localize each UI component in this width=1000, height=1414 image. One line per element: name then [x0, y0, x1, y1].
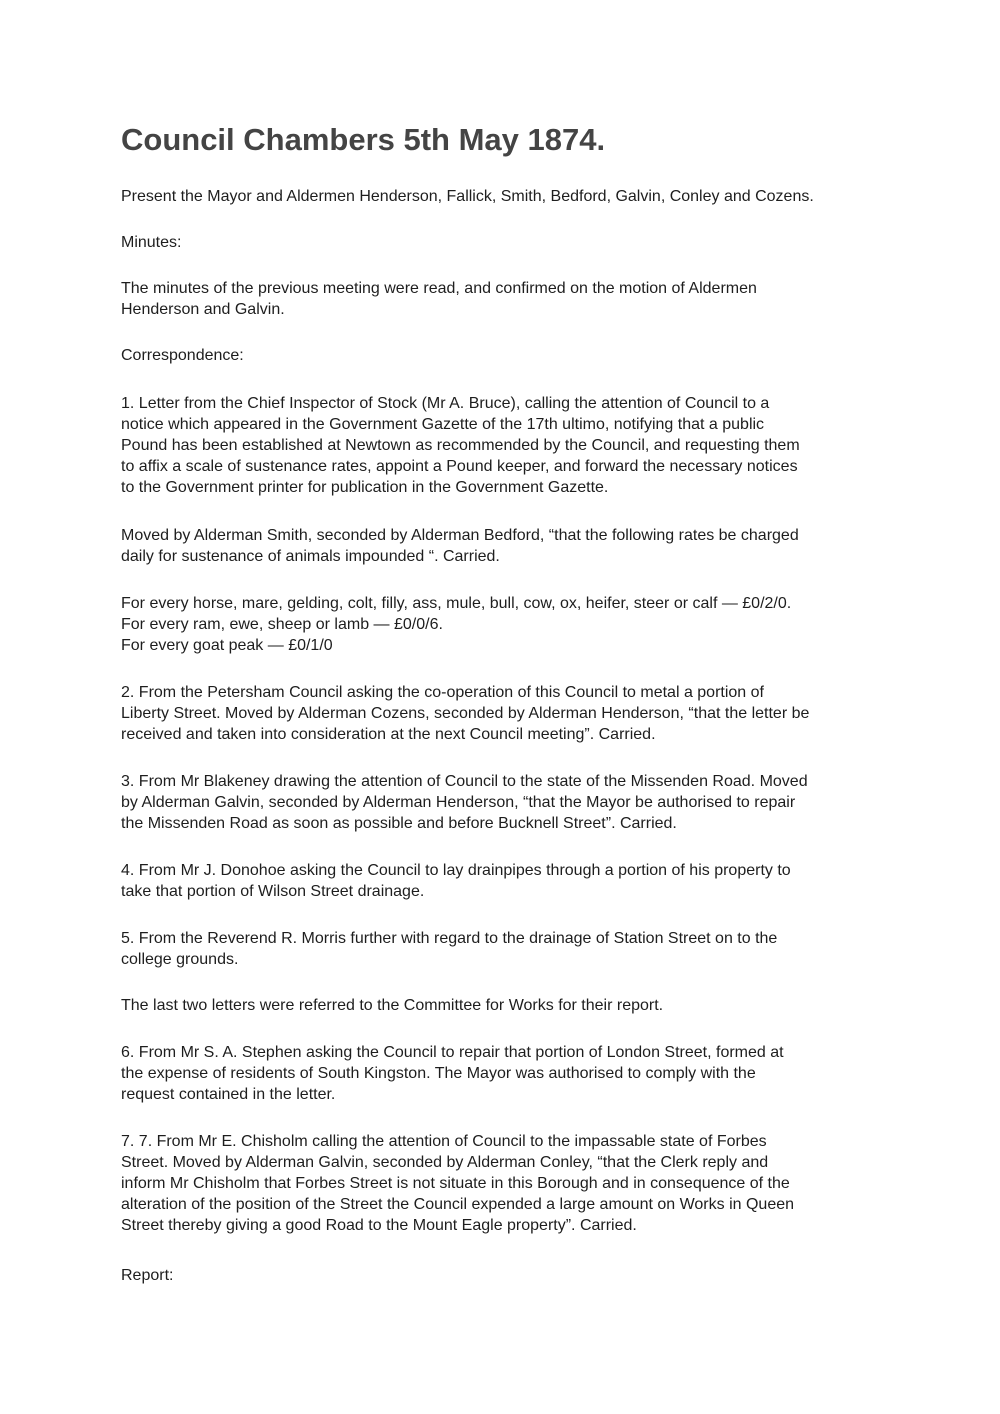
- item-2-line: received and taken into consideration at the next Council meeting”. Carried.: [121, 726, 656, 743]
- minutes-line: Henderson and Galvin.: [121, 301, 285, 318]
- item-2-line: 2. From the Petersham Council asking the co-operation of this Council to metal a portion of: [121, 684, 764, 701]
- correspondence-item-6: [121, 1042, 881, 1105]
- item-3-line: 3. From Mr Blakeney drawing the attention of Council to the state of the Missenden Road. Moved: [121, 773, 808, 790]
- item-5-line: 5. From the Reverend R. Morris further with regard to the drainage of Station Street on to the: [121, 930, 778, 947]
- item-7-line: Street. Moved by Alderman Galvin, seconded by Alderman Conley, “that the Clerk reply and: [121, 1154, 769, 1171]
- item-1-line: to the Government printer for publication in the Government Gazette.: [121, 479, 609, 496]
- item-5-line: college grounds.: [121, 951, 239, 968]
- minutes-line: The minutes of the previous meeting were read, and confirmed on the motion of Aldermen: [121, 280, 757, 297]
- item-7-line: alteration of the position of the Street the Council expended a large amount on Works in Queen: [121, 1196, 795, 1213]
- correspondence-item-5: [121, 928, 881, 970]
- report-heading-text: Report:: [121, 1267, 174, 1284]
- rate-line: For every horse, mare, gelding, colt, filly, ass, mule, bull, cow, ox, heifer, steer or calf — £0/2/0.: [121, 595, 792, 612]
- correspondence-heading: [121, 345, 881, 366]
- attendance-paragraph: [121, 186, 881, 207]
- item-1-line: Pound has been established at Newtown as recommended by the Council, and requesting them: [121, 437, 800, 454]
- item-4-line: take that portion of Wilson Street drainage.: [121, 883, 425, 900]
- item-3-line: the Missenden Road as soon as possible and before Bucknell Street”. Carried.: [121, 815, 677, 832]
- correspondence-item-2: [121, 682, 881, 745]
- item-6-line: 6. From Mr S. A. Stephen asking the Council to repair that portion of London Street, formed at: [121, 1044, 784, 1061]
- correspondence-item-7: [121, 1131, 881, 1236]
- correspondence-item-3: [121, 771, 881, 834]
- page-title: Council Chambers 5th May 1874.: [121, 122, 606, 157]
- rate-line: For every ram, ewe, sheep or lamb — £0/0/6.: [121, 616, 443, 633]
- item-6-line: request contained in the letter.: [121, 1086, 336, 1103]
- minutes-heading: [121, 232, 881, 253]
- correspondence-item-1: [121, 393, 881, 498]
- rates-motion-line: daily for sustenance of animals impounded “. Carried.: [121, 548, 500, 565]
- minutes-paragraph: [121, 278, 881, 320]
- item-3-line: by Alderman Galvin, seconded by Alderman Henderson, “that the Mayor be authorised to repair: [121, 794, 796, 811]
- item-7-line: Street thereby giving a good Road to the Mount Eagle property”. Carried.: [121, 1217, 637, 1234]
- item-7-line: 7. 7. From Mr E. Chisholm calling the attention of Council to the impassable state of Forbes: [121, 1133, 767, 1150]
- referral-paragraph: [121, 995, 881, 1016]
- item-1-line: 1. Letter from the Chief Inspector of Stock (Mr A. Bruce), calling the attention of Council to a: [121, 395, 770, 412]
- rates-list: [121, 593, 881, 656]
- item-1-line: notice which appeared in the Government Gazette of the 17th ultimo, notifying that a public: [121, 416, 765, 433]
- correspondence-item-4: [121, 860, 881, 902]
- attendance-line: Present the Mayor and Aldermen Henderson, Fallick, Smith, Bedford, Galvin, Conley and Cozens.: [121, 188, 814, 205]
- rates-motion-paragraph: [121, 525, 881, 567]
- item-2-line: Liberty Street. Moved by Alderman Cozens, seconded by Alderman Henderson, “that the letter be: [121, 705, 810, 722]
- item-1-line: to affix a scale of sustenance rates, appoint a Pound keeper, and forward the necessary notices: [121, 458, 798, 475]
- item-4-line: 4. From Mr J. Donohoe asking the Council to lay drainpipes through a portion of his property to: [121, 862, 791, 879]
- rates-motion-line: Moved by Alderman Smith, seconded by Alderman Bedford, “that the following rates be charged: [121, 527, 799, 544]
- report-heading: [121, 1265, 881, 1286]
- minutes-heading-text: Minutes:: [121, 234, 182, 251]
- rate-line: For every goat peak — £0/1/0: [121, 637, 333, 654]
- referral-line: The last two letters were referred to the Committee for Works for their report.: [121, 997, 664, 1014]
- item-7-line: inform Mr Chisholm that Forbes Street is not situate in this Borough and in consequence of the: [121, 1175, 790, 1192]
- correspondence-heading-text: Correspondence:: [121, 347, 244, 364]
- item-6-line: the expense of residents of South Kingston. The Mayor was authorised to comply with the: [121, 1065, 756, 1082]
